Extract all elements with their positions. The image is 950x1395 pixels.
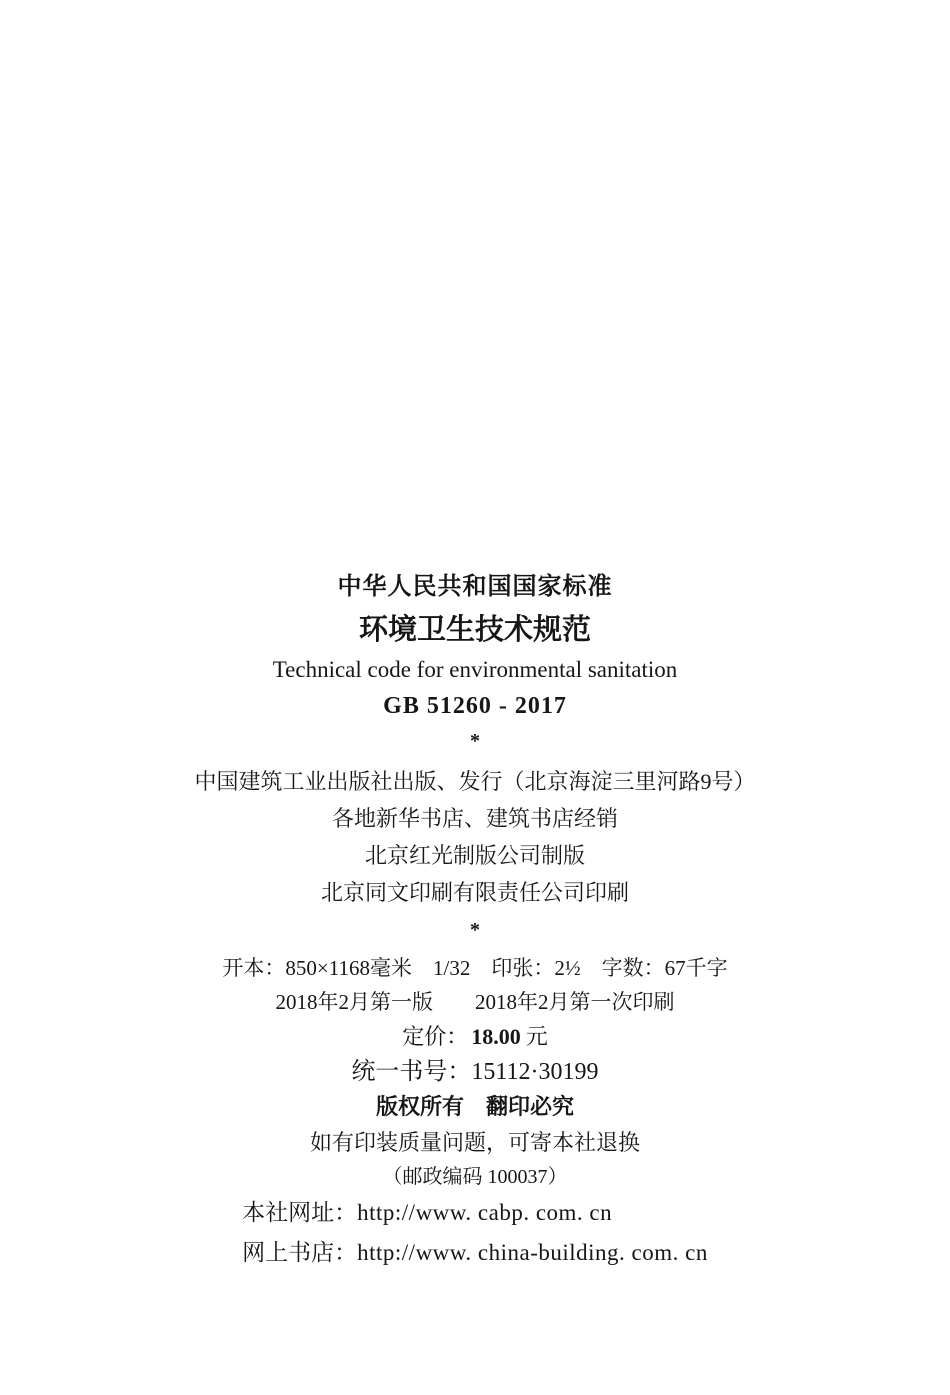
website-url: http://www. cabp. com. cn — [357, 1200, 613, 1225]
postal-code-line: （邮政编码 100037） — [382, 1166, 568, 1188]
distribution-line: 各地新华书店、建筑书店经销 — [331, 806, 618, 831]
title-en: Technical code for environmental sanitation — [272, 657, 678, 682]
copyright-notice: 版权所有 翻印必究 — [375, 1094, 574, 1119]
price-label: 定价： — [402, 1024, 469, 1049]
book-number-line: 统一书号：15112·30199 — [351, 1059, 599, 1085]
separator-asterisk-1: * — [470, 730, 480, 752]
plate-making-line: 北京红光制版公司制版 — [364, 843, 585, 868]
price-unit: 元 — [525, 1024, 548, 1049]
publisher-website-line — [242, 1198, 708, 1228]
printing-company-line: 北京同文印刷有限责任公司印刷 — [320, 880, 629, 905]
website-label: 本社网址： — [242, 1200, 358, 1225]
urls-block — [242, 1198, 708, 1268]
bookstore-label: 网上书店： — [242, 1240, 358, 1265]
standard-code: GB 51260 - 2017 — [383, 693, 567, 719]
bookstore-url: http://www. china-building. com. cn — [357, 1240, 708, 1265]
publisher-line: 中国建筑工业出版社出版、发行（北京海淀三里河路9号） — [194, 769, 756, 794]
price-line — [0, 1023, 950, 1051]
standard-header: 中华人民共和国国家标准 — [337, 574, 613, 600]
title-cn: 环境卫生技术规范 — [358, 614, 591, 646]
online-bookstore-line — [242, 1238, 708, 1268]
separator-asterisk-2: * — [470, 919, 480, 941]
edition-line: 2018年2月第一版 2018年2月第一次印刷 — [275, 990, 675, 1014]
quality-notice: 如有印装质量问题，可寄本社退换 — [309, 1130, 640, 1155]
price-value: 18.00 — [471, 1024, 521, 1049]
format-line: 开本：850×1168毫米 1/32 印张：2½ 字数：67千字 — [222, 956, 728, 980]
